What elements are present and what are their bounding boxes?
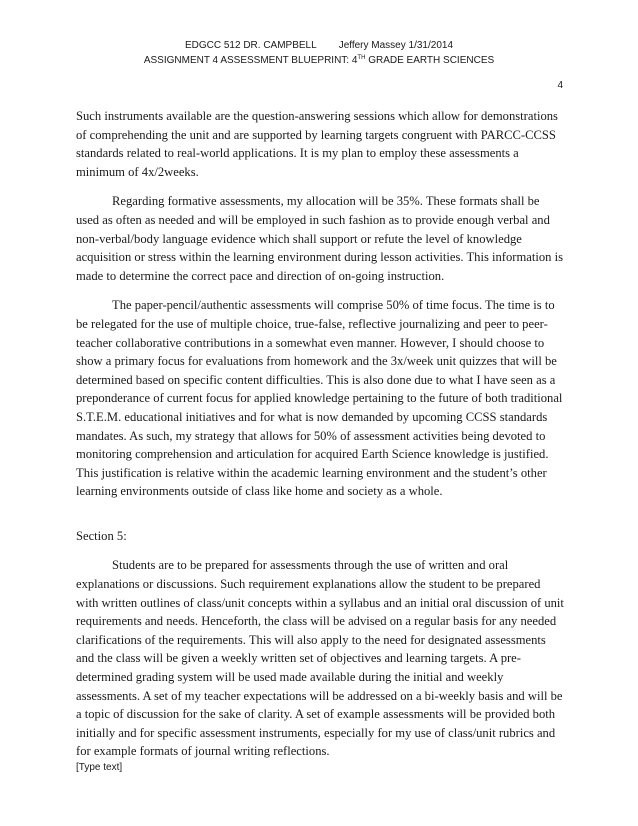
header-author-date: Jeffery Massey 1/31/2014 <box>338 40 454 51</box>
document-body <box>76 107 564 772</box>
header-assignment-prefix: ASSIGNMENT 4 ASSESSMENT BLUEPRINT: 4 <box>143 55 358 66</box>
paragraph-instruments: Such instruments available are the question-answering sessions which allow for demonstrations of comprehending the unit and are supported by learning targets congruent with PARCC-CCSS standards related to real-world applications. It is my plan to employ these assessments a minimum of 4x/2weeks. <box>76 109 558 179</box>
header-line-1 <box>0 38 638 53</box>
header-line-2 <box>0 53 638 68</box>
paragraph-formative-assessments: Regarding formative assessments, my allocation will be 35%. These formats shall be used as often as needed and will be employed in such fashion as to provide enough verbal and non-verbal/body language evidence which shall support or refute the level of knowledge acquisition or stress within the learning environment during lesson activities. This information is made to determine the correct pace and direction of on-going instruction. <box>76 194 563 283</box>
page-header <box>0 38 638 68</box>
paragraph-paper-pencil-assessments: The paper-pencil/authentic assessments will comprise 50% of time focus. The time is to be relegated for the use of multiple choice, true-false, reflective journalizing and peer to peer-teacher collaborative contributions in a somewhat even manner. However, I should choose to show a primary focus for evaluations from homework and the 3x/week unit quizzes that will be determined based on specific content difficulties. This is also done due to what I have seen as a preponderance of current focus for applied knowledge pertaining to the future of both traditional S.T.E.M. educational initiatives and for what is now demanded by upcoming CCSS standards mandates. As such, my strategy that allows for 50% of assessment activities being devoted to monitoring comprehension and articulation for acquired Earth Science knowledge is justified. This justification is relative within the academic learning environment and the student’s other learning environments outside of class like home and society as a whole. <box>76 298 563 499</box>
page-footer: [Type text] <box>76 762 123 773</box>
section-heading: Section 5: <box>76 528 127 543</box>
page-number: 4 <box>557 80 563 91</box>
paragraph-assessment-preparation: Students are to be prepared for assessments through the use of written and oral explanations or discussions. Such requirement explanations allow the student to be prepared with written outlines of class/unit concepts within a syllabus and an initial oral discussion of unit requirements and needs. Henceforth, the class will be advised on a regular basis for any needed clarifications of the requirements. This will also apply to the need for designated assessments and the class will be given a weekly written set of objectives and learning targets. A pre-determined grading system will be used made available during the initial and weekly assessments. A set of my teacher expectations will be addressed on a bi-weekly basis and will be a topic of discussion for the sake of clarity. A set of example assessments will be provided both initially and for specific assessment instruments, especially for my use of class/unit rubrics and for example formats of journal writing reflections. <box>76 558 564 759</box>
header-assignment-suffix: GRADE EARTH SCIENCES <box>365 55 495 66</box>
header-course: EDGCC 512 DR. CAMPBELL <box>184 40 317 51</box>
header-grade-superscript: TH <box>357 55 366 61</box>
